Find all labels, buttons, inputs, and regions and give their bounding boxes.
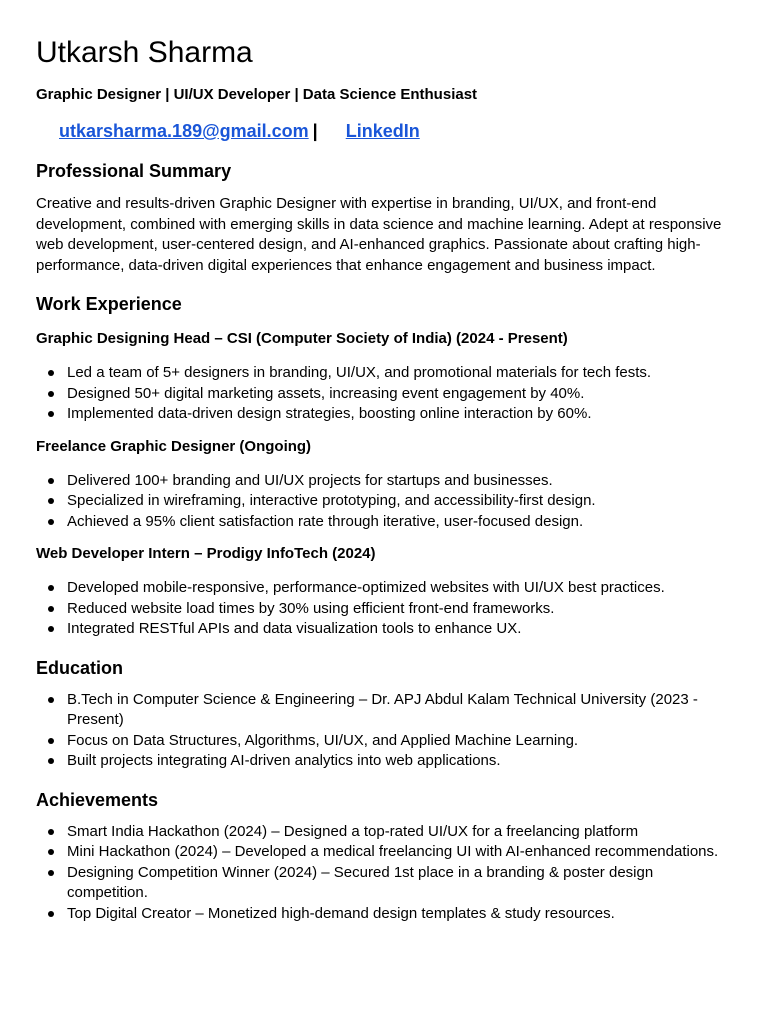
list-item: Reduced website load times by 30% using efficient front-end frameworks. — [36, 599, 732, 620]
achievement-bullets — [36, 822, 732, 925]
candidate-name: Utkarsh Sharma — [36, 36, 253, 69]
linkedin-link[interactable]: LinkedIn — [345, 121, 420, 141]
list-item: Delivered 100+ branding and UI/UX projects for startups and businesses. — [36, 471, 732, 492]
contact-line — [59, 119, 732, 143]
list-item: Smart India Hackathon (2024) – Designed a top-rated UI/UX for a freelancing platform — [36, 822, 732, 843]
work-heading: Work Experience — [36, 294, 182, 314]
achievements-heading: Achievements — [36, 789, 159, 810]
list-item: Led a team of 5+ designers in branding, UI/UX, and promotional materials for tech fests. — [36, 363, 732, 384]
tagline: Graphic Designer | UI/UX Developer | Data Science Enthusiast — [36, 86, 478, 103]
education-bullets — [36, 690, 732, 772]
education-heading: Education — [36, 657, 124, 678]
job-bullets — [36, 578, 732, 640]
job-title: Freelance Graphic Designer (Ongoing) — [36, 437, 312, 455]
list-item: Implemented data-driven design strategies, boosting online interaction by 60%. — [36, 404, 732, 425]
list-item: Specialized in wireframing, interactive prototyping, and accessibility-first design. — [36, 491, 732, 512]
job-bullets — [36, 471, 732, 533]
job-bullets — [36, 363, 732, 425]
list-item: Achieved a 95% client satisfaction rate through iterative, user-focused design. — [36, 512, 732, 533]
job-title: Web Developer Intern – Prodigy InfoTech (2024) — [36, 545, 376, 562]
list-item: Integrated RESTful APIs and data visualization tools to enhance UX. — [36, 619, 732, 640]
contact-separator: | — [312, 121, 318, 141]
email-link[interactable]: utkarsharma.189@gmail.com — [59, 121, 309, 141]
list-item: Mini Hackathon (2024) – Developed a medical freelancing UI with AI-enhanced recommendations. — [36, 842, 732, 863]
list-item: Top Digital Creator – Monetized high-demand design templates & study resources. — [36, 904, 732, 925]
list-item: Built projects integrating AI-driven analytics into web applications. — [36, 751, 732, 772]
job-title: Graphic Designing Head – CSI (Computer Society of India) (2024 - Present) — [36, 330, 568, 347]
list-item: Designed 50+ digital marketing assets, increasing event engagement by 40%. — [36, 384, 732, 405]
list-item: B.Tech in Computer Science & Engineering – Dr. APJ Abdul Kalam Technical University (2023 - Present) — [36, 690, 732, 731]
list-item: Focus on Data Structures, Algorithms, UI/UX, and Applied Machine Learning. — [36, 731, 732, 752]
list-item: Designing Competition Winner (2024) – Secured 1st place in a branding & poster design competition. — [36, 863, 732, 904]
list-item: Developed mobile-responsive, performance-optimized websites with UI/UX best practices. — [36, 578, 732, 599]
summary-text: Creative and results-driven Graphic Designer with expertise in branding, UI/UX, and front-end development, combined with emerging skills in data science and machine learning. Adept at responsive web development, user-centered design, and AI-enhanced graphics. Passionate about crafting high-performance, data-driven digital experiences that enhance engagement and business impact. — [36, 195, 722, 274]
summary-heading: Professional Summary — [36, 161, 232, 181]
